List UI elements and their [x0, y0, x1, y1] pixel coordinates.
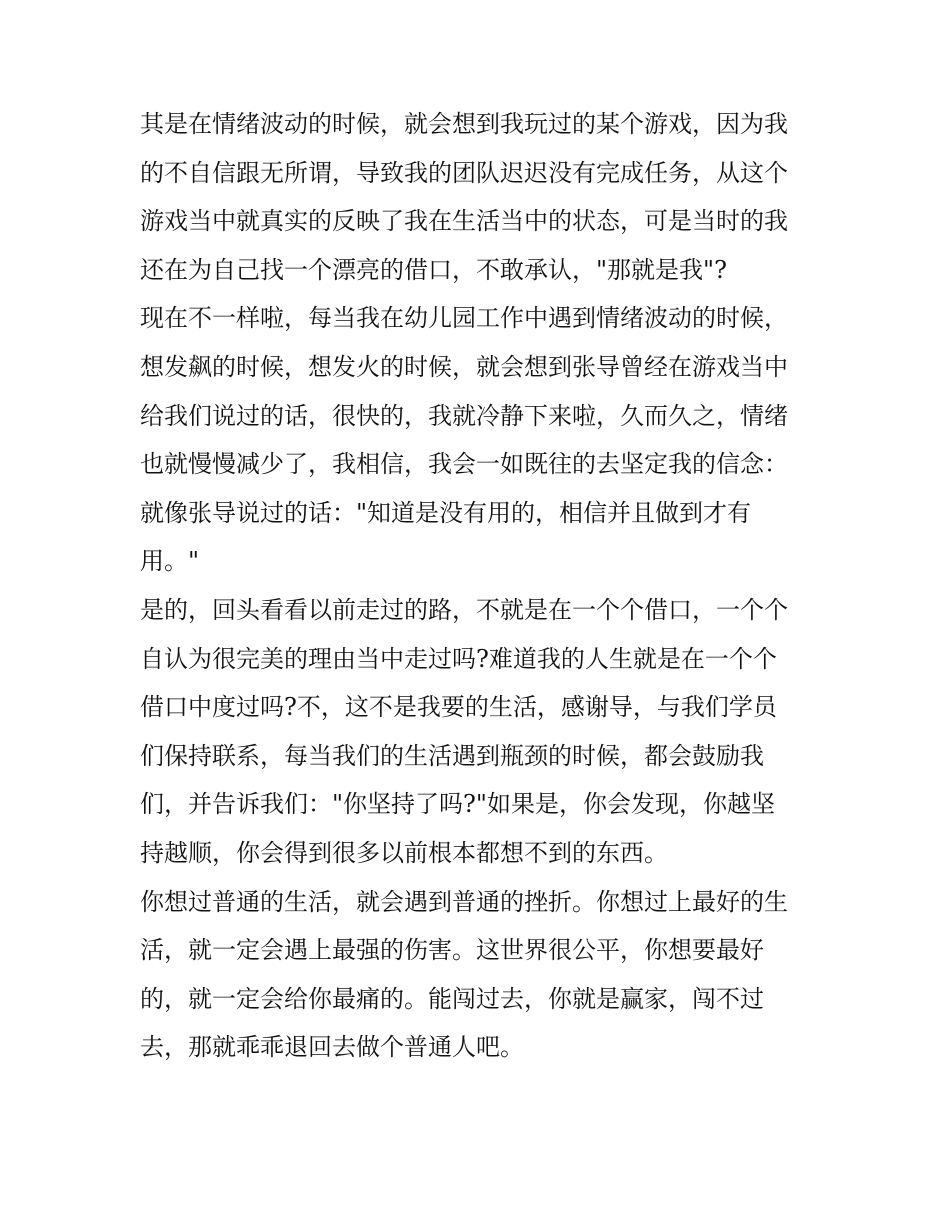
text-line: 的，就一定会给你最痛的。能闯过去，你就是赢家，闯不过 [140, 984, 764, 1013]
text-line: 是的，回头看看以前走过的路，不就是在一个个借口，一个个 [140, 595, 788, 624]
text-line: 的不自信跟无所谓，导致我的团队迟迟没有完成任务，从这个 [140, 158, 788, 187]
text-line: 给我们说过的话，很快的，我就冷静下来啦，久而久之，情绪 [140, 401, 788, 430]
text-line: 其是在情绪波动的时候，就会想到我玩过的某个游戏，因为我 [140, 110, 788, 138]
text-line: 活，就一定会遇上最强的伤害。这世界很公平，你想要最好 [140, 936, 764, 965]
text-line: 们，并告诉我们："你坚持了吗?"如果是，你会发现，你越坚 [140, 790, 775, 819]
text-line: 还在为自己找一个漂亮的借口，不敢承认，"那就是我"? [140, 255, 727, 284]
text-line: 们保持联系，每当我们的生活遇到瓶颈的时候，都会鼓励我 [140, 741, 764, 770]
text-line: 自认为很完美的理由当中走过吗?难道我的人生就是在一个个 [140, 644, 777, 673]
text-line: 也就慢慢减少了，我相信，我会一如既往的去坚定我的信念： [140, 450, 788, 479]
text-line: 持越顺，你会得到很多以前根本都想不到的东西。 [140, 838, 668, 867]
text-line: 你想过普通的生活，就会遇到普通的挫折。你想过上最好的生 [140, 887, 788, 916]
text-line: 现在不一样啦，每当我在幼儿园工作中遇到情绪波动的时候， [140, 304, 788, 333]
text-line: 用。" [140, 547, 200, 576]
text-line: 游戏当中就真实的反映了我在生活当中的状态，可是当时的我 [140, 207, 788, 236]
text-line: 想发飙的时候，想发火的时候，就会想到张导曾经在游戏当中 [140, 352, 788, 381]
text-line: 借口中度过吗?不，这不是我要的生活，感谢导，与我们学员 [140, 693, 777, 722]
text-line: 去，那就乖乖退回去做个普通人吧。 [140, 1033, 524, 1062]
body-text [140, 100, 820, 1072]
text-line: 就像张导说过的话："知道是没有用的，相信并且做到才有 [140, 498, 752, 527]
